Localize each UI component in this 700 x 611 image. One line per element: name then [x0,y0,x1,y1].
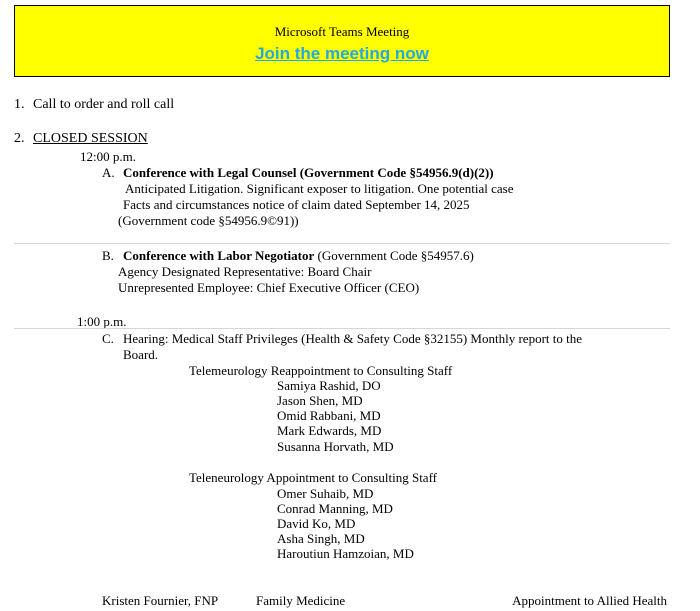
section-c-title: Hearing: Medical Staff Privileges [123,331,298,346]
section-a-line3: (Government code §54956.9©91)) [118,213,299,228]
agenda-item-1-label: Call to order and roll call [33,97,175,112]
appointment-name: Haroutiun Hamzoian, MD [277,546,414,561]
agenda-item-2-number: 2. [14,131,25,146]
divider-1 [14,243,670,244]
appointment-name: Asha Singh, MD [277,531,365,546]
reappointment-name: Mark Edwards, MD [277,423,382,438]
section-b-line1: Agency Designated Representative: Board Chair [118,264,372,279]
section-a-title: Conference with Legal Counsel (Government Code §54956.9(d)(2)) [123,165,494,180]
section-b-heading [123,248,474,263]
reappointment-heading: Telemeurology Reappointment to Consulting Staff [189,363,453,378]
reappointment-name: Omid Rabbani, MD [277,408,381,423]
appointment-name: Omer Suhaib, MD [277,486,374,501]
section-b-code: (Government Code §54957.6) [314,248,474,263]
section-b-title: Conference with Labor Negotiator [123,248,315,263]
teams-meeting-banner [14,5,670,77]
reappointment-name: Jason Shen, MD [277,393,363,408]
section-c-heading [123,331,582,346]
section-b-line2: Unrepresented Employee: Chief Executive Officer (CEO) [118,280,420,295]
section-c-line2: Board. [123,347,159,362]
section-c-letter: C. [102,331,114,346]
section-a-line1: Anticipated Litigation. Significant exposer to litigation. One potential case [125,181,514,196]
allied-health-action: Appointment to Allied Health [512,593,667,608]
join-meeting-link[interactable]: Join the meeting now [255,44,429,63]
section-b-letter: B. [102,248,114,263]
section-a-letter: A. [102,165,115,180]
agenda-item-2-label: CLOSED SESSION [33,131,148,146]
appointment-name: David Ko, MD [277,516,356,531]
time-1300: 1:00 p.m. [77,314,127,329]
banner-title: Microsoft Teams Meeting [274,24,410,39]
allied-health-department: Family Medicine [256,593,346,608]
section-c-code: (Health & Safety Code §32155) Monthly report to the [297,331,582,346]
section-a-line2: Facts and circumstances notice of claim dated September 14, 2025 [123,197,470,212]
appointment-name: Conrad Manning, MD [277,501,393,516]
reappointment-name: Samiya Rashid, DO [277,378,381,393]
appointment-heading: Teleneurology Appointment to Consulting Staff [189,470,437,485]
reappointment-name: Susanna Horvath, MD [277,439,394,454]
divider-2 [14,328,670,329]
time-1200: 12:00 p.m. [80,149,136,164]
agenda-item-1-number: 1. [14,97,25,112]
allied-health-name: Kristen Fournier, FNP [102,593,219,608]
